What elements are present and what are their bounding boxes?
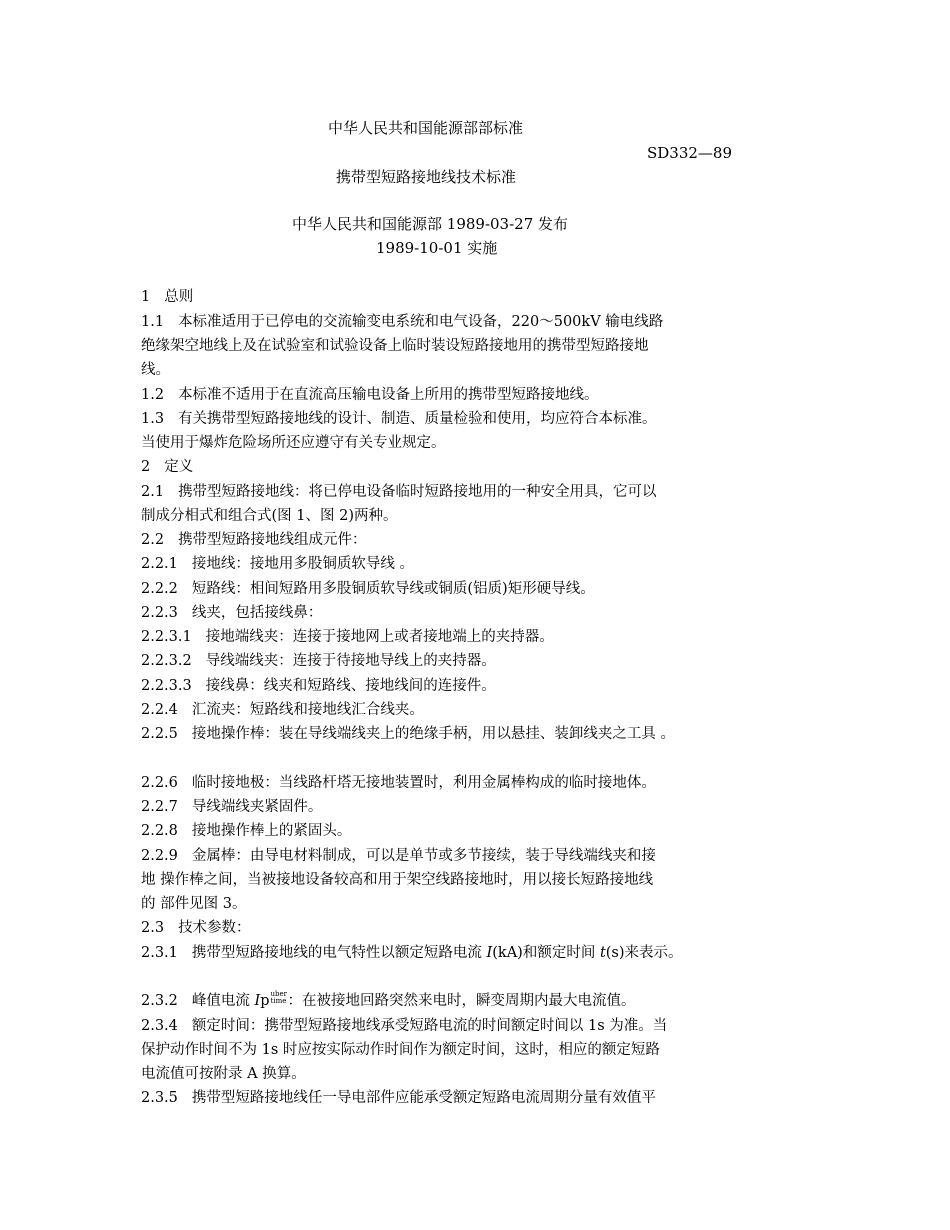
clause-text: 额定时间：携带型短路接地线承受短路电流的时间额定时间以 1s 为准。当 <box>191 1018 668 1034</box>
clause-text: 接地线：接地用多股铜质软导线 。 <box>191 556 415 572</box>
clause-text: 峰值电流 <box>191 993 255 1009</box>
clause-number: 1.2 <box>141 387 165 403</box>
clause-number: 2.3.4 <box>141 1018 178 1034</box>
clause-number: 2.3 <box>141 920 165 936</box>
clause-line <box>141 846 656 866</box>
clause-line <box>141 1064 306 1084</box>
clause-text: 的 部件见图 3。 <box>141 896 247 912</box>
superscript: uber <box>270 990 288 998</box>
clause-number: 2.2.8 <box>141 823 178 839</box>
clause-number: 2.1 <box>141 484 165 500</box>
clause-number: 1.3 <box>141 411 165 427</box>
clause-line <box>141 870 653 890</box>
clause-line <box>141 627 554 647</box>
clause-line <box>141 773 656 793</box>
clause-line <box>141 797 322 817</box>
peak-current-symbol: I <box>254 993 261 1009</box>
document-title: 携带型短路接地线技术标准 <box>336 168 517 186</box>
clause-line <box>141 700 424 720</box>
clause-line <box>141 385 599 405</box>
clause-text: 接线鼻：线夹和短路线、接地线间的连接件。 <box>205 678 496 694</box>
clause-text: 保护动作时间不为 1s 时应按实际动作时间作为额定时间，这时，相应的额定短路 <box>141 1042 660 1058</box>
clause-line <box>141 530 367 550</box>
clause-number: 2.2.3 <box>141 605 178 621</box>
clause-text: 绝缘架空地线上及在试验室和试验设备上临时装设短路接地用的携带型短路接地 <box>141 338 649 354</box>
clause-line <box>141 918 251 938</box>
clause-line <box>141 943 683 963</box>
current-symbol: I <box>486 945 493 961</box>
clause-number: 2.2.9 <box>141 848 178 864</box>
clause-text: (kA)和额定时间 <box>492 945 600 961</box>
peak-subscript: p <box>260 993 270 1009</box>
clause-line <box>141 482 657 502</box>
clause-line <box>141 554 414 574</box>
clause-line <box>141 506 397 526</box>
clause-text: (s)来表示。 <box>605 945 683 961</box>
clause-line <box>141 603 322 623</box>
clause-text: ：在被接地回路突然来电时，瞬变周期内最大电流值。 <box>287 993 636 1009</box>
clause-text: 接地操作棒上的紧固头。 <box>191 823 352 839</box>
clause-number: 2.2.4 <box>141 702 178 718</box>
clause-text: 导线端线夹紧固件。 <box>191 799 323 815</box>
clause-line <box>141 409 657 429</box>
publish-line: 中华人民共和国能源部 1989-03-27 发布 <box>292 215 569 233</box>
clause-text: 制成分相式和组合式(图 1、图 2)两种。 <box>141 508 398 524</box>
clause-line <box>141 651 496 671</box>
clause-line <box>141 433 446 453</box>
section-heading <box>141 457 193 477</box>
clause-number: 1 <box>141 289 151 305</box>
clause-text: 短路线：相间短路用多股铜质软导线或铜质(铝质)矩形硬导线。 <box>191 581 595 597</box>
clause-text: 汇流夹：短路线和接地线汇合线夹。 <box>191 702 424 718</box>
clause-text: 本标准适用于已停电的交流输变电系统和电气设备，220～500kV 输电线路 <box>178 314 664 330</box>
clause-text: 金属棒：由导电材料制成，可以是单节或多节接续，装于导线端线夹和接 <box>191 848 656 864</box>
clause-number: 2.3.2 <box>141 993 178 1009</box>
clause-text: 地 操作棒之间，当被接地设备较高和用于架空线路接地时，用以接长短路接地线 <box>141 872 654 888</box>
clause-number: 2.2.6 <box>141 775 178 791</box>
clause-text: 携带型短路接地线组成元件： <box>178 532 367 548</box>
clause-line <box>141 579 595 599</box>
org-title: 中华人民共和国能源部部标准 <box>328 119 524 137</box>
clause-number: 2.2.2 <box>141 581 178 597</box>
clause-text: 技术参数： <box>178 920 251 936</box>
clause-text: 导线端线夹：连接于待接地导线上的夹持器。 <box>205 653 496 669</box>
clause-text: 接地端线夹：连接于接地网上或者接地端上的夹持器。 <box>205 629 554 645</box>
clause-text: 本标准不适用于在直流高压输电设备上所用的携带型短路接地线。 <box>178 387 599 403</box>
clause-line <box>141 894 246 914</box>
clause-number: 2.2.5 <box>141 726 178 742</box>
clause-number: 2.2.1 <box>141 556 178 572</box>
clause-line <box>141 1088 656 1108</box>
clause-line <box>141 1016 667 1036</box>
clause-number: 1.1 <box>141 314 165 330</box>
clause-line <box>141 991 636 1011</box>
clause-text: 线夹，包括接线鼻： <box>191 605 323 621</box>
clause-text: 携带型短路接地线：将已停电设备临时短路接地用的一种安全用具，它可以 <box>178 484 657 500</box>
clause-line <box>141 336 649 356</box>
clause-line <box>141 821 351 841</box>
clause-text: 临时接地极：当线路杆塔无接地装置时，利用金属棒构成的临时接地体。 <box>191 775 656 791</box>
clause-text: 当使用于爆炸危险场所还应遵守有关专业规定。 <box>141 435 446 451</box>
clause-text: 总则 <box>164 289 194 305</box>
clause-text: 定义 <box>164 459 194 475</box>
effective-line: 1989-10-01 实施 <box>376 239 498 257</box>
clause-number: 2 <box>141 459 151 475</box>
time-symbol: t <box>599 945 606 961</box>
clause-text: 电流值可按附录 A 换算。 <box>141 1066 306 1082</box>
formula-superscript-subscript <box>270 991 288 1005</box>
clause-number: 2.2.3.2 <box>141 653 192 669</box>
clause-text: 线。 <box>141 362 170 378</box>
clause-number: 2.2.7 <box>141 799 178 815</box>
clause-number: 2.2.3.3 <box>141 678 192 694</box>
clause-number: 2.3.1 <box>141 945 178 961</box>
clause-number: 2.2.3.1 <box>141 629 192 645</box>
standard-code: SD332—89 <box>647 144 733 162</box>
subscript: time <box>270 997 287 1005</box>
clause-line <box>141 1040 660 1060</box>
clause-text: 携带型短路接地线任一导电部件应能承受额定短路电流周期分量有效值平 <box>191 1090 656 1106</box>
clause-text: 接地操作棒：装在导线端线夹上的绝缘手柄，用以悬挂、装卸线夹之工具 。 <box>191 726 676 742</box>
clause-line <box>141 312 663 332</box>
clause-number: 2.2 <box>141 532 165 548</box>
clause-line <box>141 360 170 380</box>
clause-number: 2.3.5 <box>141 1090 178 1106</box>
clause-text: 携带型短路接地线的电气特性以额定短路电流 <box>191 945 487 961</box>
clause-text: 有关携带型短路接地线的设计、制造、质量检验和使用，均应符合本标准。 <box>178 411 657 427</box>
section-heading <box>141 287 193 307</box>
clause-line <box>141 676 496 696</box>
clause-line <box>141 724 675 744</box>
